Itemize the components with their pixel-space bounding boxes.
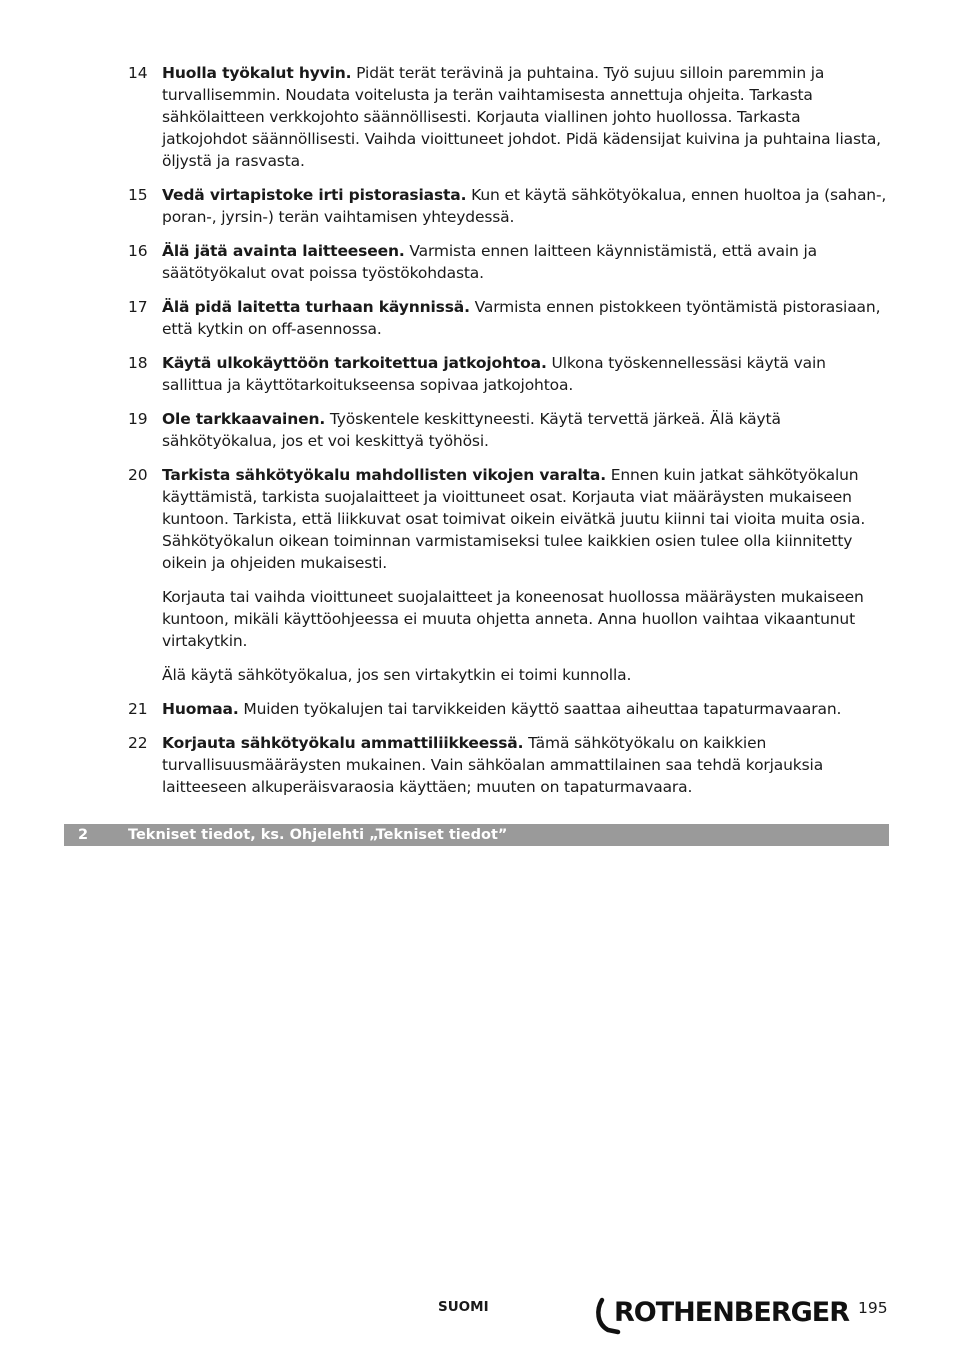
item-number: 18	[128, 354, 148, 372]
item-number: 17	[128, 298, 148, 316]
item-extra-paragraph: Korjauta tai vaihda vioittuneet suojalaitteet ja koneenosat huollossa määräysten mukaiseen kuntoon, mikäli käyttöohjeessa ei muuta ohjetta anneta. Anna huollon vaihtaa vikaantunut virtakytkin.	[162, 588, 864, 650]
section-number: 2	[78, 827, 89, 843]
item-number: 14	[128, 64, 148, 82]
instruction-item	[128, 408, 890, 452]
item-number: 15	[128, 186, 148, 204]
page-number: 195	[858, 1299, 888, 1317]
instruction-item	[128, 240, 890, 284]
section-heading-bar	[64, 824, 889, 846]
item-text: Ulkona työskennellessäsi käytä vain sallittua ja käyttötarkoitukseensa sopivaa jatkojohtoa.	[162, 354, 826, 394]
item-number: 20	[128, 466, 148, 484]
item-number: 22	[128, 734, 148, 752]
item-text: Työskentele keskittyneesti. Käytä tervettä järkeä. Älä käytä sähkötyökalua, jos et voi keskittyä työhösi.	[162, 410, 781, 450]
item-text: Muiden työkalujen tai tarvikkeiden käyttö saattaa aiheuttaa tapaturmavaaran.	[238, 700, 842, 718]
item-text: Varmista ennen laitteen käynnistämistä, että avain ja säätötyökalut ovat poissa työstökohdasta.	[162, 242, 817, 282]
instruction-item	[128, 464, 890, 686]
brand-wordmark: ROTHENBERGER	[614, 1297, 850, 1328]
instruction-item	[128, 184, 890, 228]
item-text: Pidät terät terävinä ja puhtaina. Työ sujuu silloin paremmin ja turvallisemmin. Noudata voitelusta ja terän vaihtamisesta annettuja ohjeita. Tarkasta sähkölaitteen verkkojohto säännöllisesti. Korjauta viallinen johto huollossa. Tarkasta jatkojohdot säännöllisesti. Vaihda vioittuneet johdot. Pidä kädensijat kuivina ja puhtaina liasta, öljystä ja rasvasta.	[162, 64, 881, 170]
footer-language: SUOMI	[438, 1299, 489, 1315]
instruction-item	[128, 698, 890, 720]
instruction-item	[128, 296, 890, 340]
item-text: Kun et käytä sähkötyökalua, ennen huoltoa ja (sahan-, poran-, jyrsin-) terän vaihtamisen yhteydessä.	[162, 186, 887, 226]
item-heading: Tarkista sähkötyökalu mahdollisten vikojen varalta.	[162, 466, 606, 484]
item-heading: Älä pidä laitetta turhaan käynnissä.	[162, 298, 470, 316]
item-heading: Ole tarkkaavainen.	[162, 410, 326, 428]
item-text: Varmista ennen pistokkeen työntämistä pistorasiaan, että kytkin on off-asennossa.	[162, 298, 881, 338]
item-heading: Vedä virtapistoke irti pistorasiasta.	[162, 186, 467, 204]
item-text: Tämä sähkötyökalu on kaikkien turvallisuusmääräysten mukainen. Vain sähköalan ammattilainen saa tehdä korjauksia laitteeseen alkuperäisvaraosia käyttäen; muuten on tapaturmavaara.	[162, 734, 824, 796]
item-heading: Huolla työkalut hyvin.	[162, 64, 352, 82]
instruction-item	[128, 732, 890, 798]
section-title: Tekniset tiedot, ks. Ohjelehti „Tekniset tiedot”	[128, 827, 508, 843]
item-text: Ennen kuin jatkat sähkötyökalun käyttämistä, tarkista suojalaitteet ja vioittuneet osat. Korjauta viat määräysten mukaiseen kuntoon. Tarkista, että liikkuvat osat toimivat oikein eivätkä juutu kiinni tai vioita muita osia. Sähkötyökalun oikean toiminnan varmistamiseksi tulee kaikkien osien tulee olla kiinnitetty oikein ja ohjeiden mukaisesti.	[162, 466, 866, 572]
instruction-item	[128, 62, 890, 172]
item-heading: Älä jätä avainta laitteeseen.	[162, 242, 405, 260]
item-number: 19	[128, 410, 148, 428]
brand-logo	[594, 1296, 850, 1336]
item-number: 21	[128, 700, 148, 718]
safety-instructions-list	[128, 62, 890, 810]
item-heading: Huomaa.	[162, 700, 239, 718]
item-number: 16	[128, 242, 148, 260]
item-heading: Käytä ulkokäyttöön tarkoitettua jatkojohtoa.	[162, 354, 547, 372]
instruction-item	[128, 352, 890, 396]
item-heading: Korjauta sähkötyökalu ammattiliikkeessä.	[162, 734, 524, 752]
item-extra-paragraph: Älä käytä sähkötyökalua, jos sen virtakytkin ei toimi kunnolla.	[162, 666, 632, 684]
